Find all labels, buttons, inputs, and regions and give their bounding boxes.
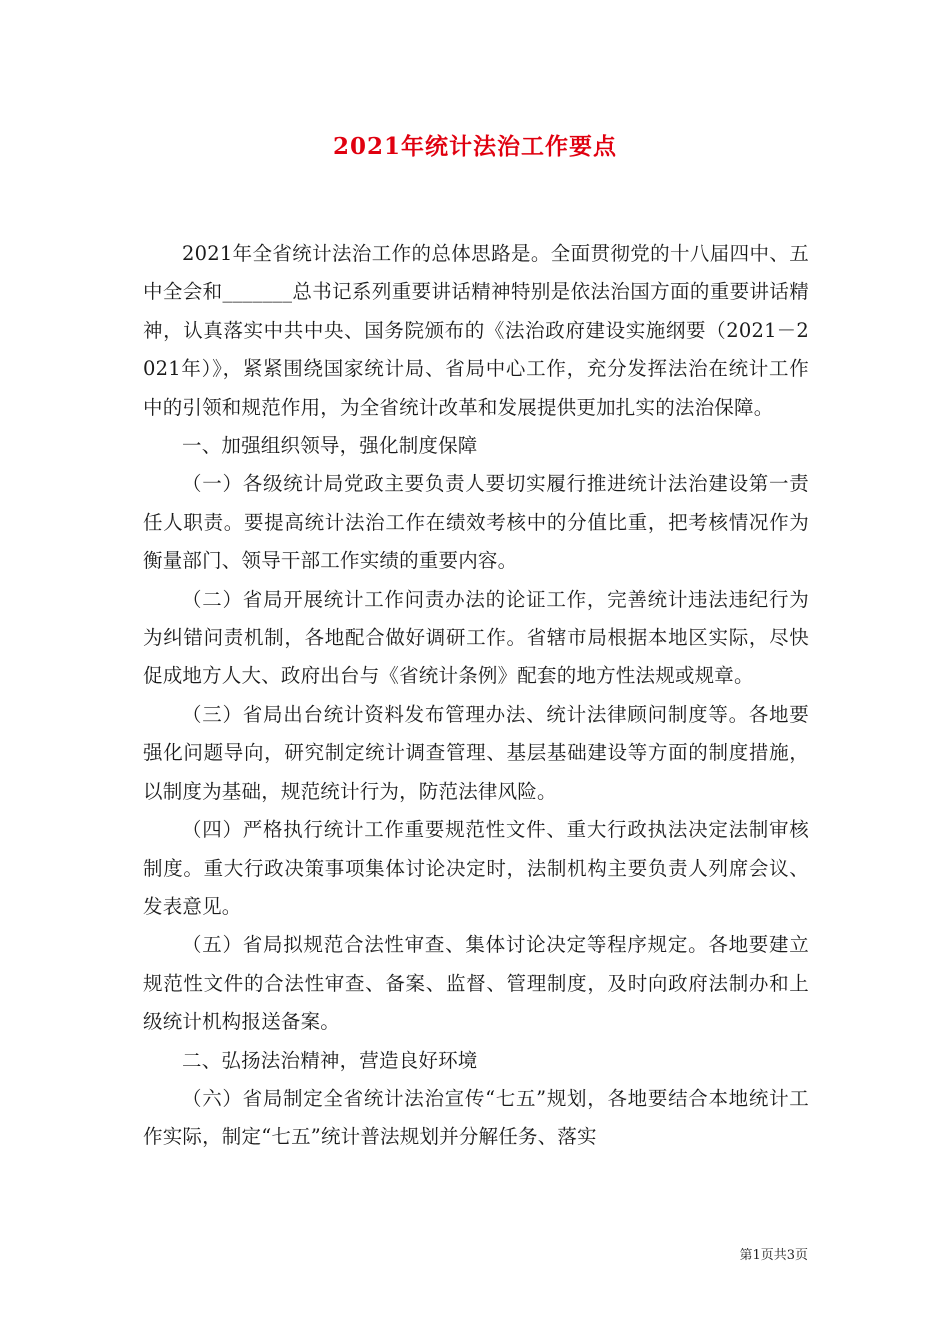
paragraph-item-4: （四）严格执行统计工作重要规范性文件、重大行政执法决定法制审核制度。重大行政决策事项集体讨论决定时，法制机构主要负责人列席会议、发表意见。	[143, 818, 809, 918]
section-heading-1: 一、加强组织领导，强化制度保障	[182, 434, 478, 458]
section-heading-2: 二、弘扬法治精神，营造良好环境	[182, 1048, 478, 1072]
document-title: 2021年统计法治工作要点	[332, 133, 617, 160]
paragraph-item-5: （五）省局拟规范合法性审查、集体讨论决定等程序规定。各地要建立规范性文件的合法性审查、备案、监督、管理制度，及时向政府法制办和上级统计机构报送备案。	[143, 933, 809, 1034]
paragraph-item-1: （一）各级统计局党政主要负责人要切实履行推进统计法治建设第一责任人职责。要提高统计法治工作在绩效考核中的分值比重，把考核情况作为衡量部门、领导干部工作实绩的重要内容。	[143, 472, 809, 573]
paragraph-intro: 2021年全省统计法治工作的总体思路是。全面贯彻党的十八届四中、五中全会和_______总书记系列重要讲话精神特别是依法治国方面的重要讲话精神，认真落实中共中央、国务院颁布的《法治政府建设实施纲要（2021－2021年）》，紧紧围绕国家统计局、省局中心工作，充分发挥法治在统计工作中的引领和规范作用，为全省统计改革和发展提供更加扎实的法治保障。	[143, 242, 809, 419]
paragraph-item-6: （六）省局制定全省统计法治宣传“七五”规划，各地要结合本地统计工作实际，制定“七五”统计普法规划并分解任务、落实	[143, 1086, 809, 1149]
paragraph-item-3: （三）省局出台统计资料发布管理办法、统计法律顾问制度等。各地要强化问题导向，研究制定统计调查管理、基层基础建设等方面的制度措施，以制度为基础，规范统计行为，防范法律风险。	[143, 702, 809, 803]
page-indicator: 第1页共3页	[739, 1248, 808, 1263]
paragraph-item-2: （二）省局开展统计工作问责办法的论证工作，完善统计违法违纪行为为纠错问责机制，各地配合做好调研工作。省辖市局根据本地区实际，尽快促成地方人大、政府出台与《省统计条例》配套的地方性法规或规章。	[143, 587, 809, 688]
document-body	[143, 235, 809, 1157]
